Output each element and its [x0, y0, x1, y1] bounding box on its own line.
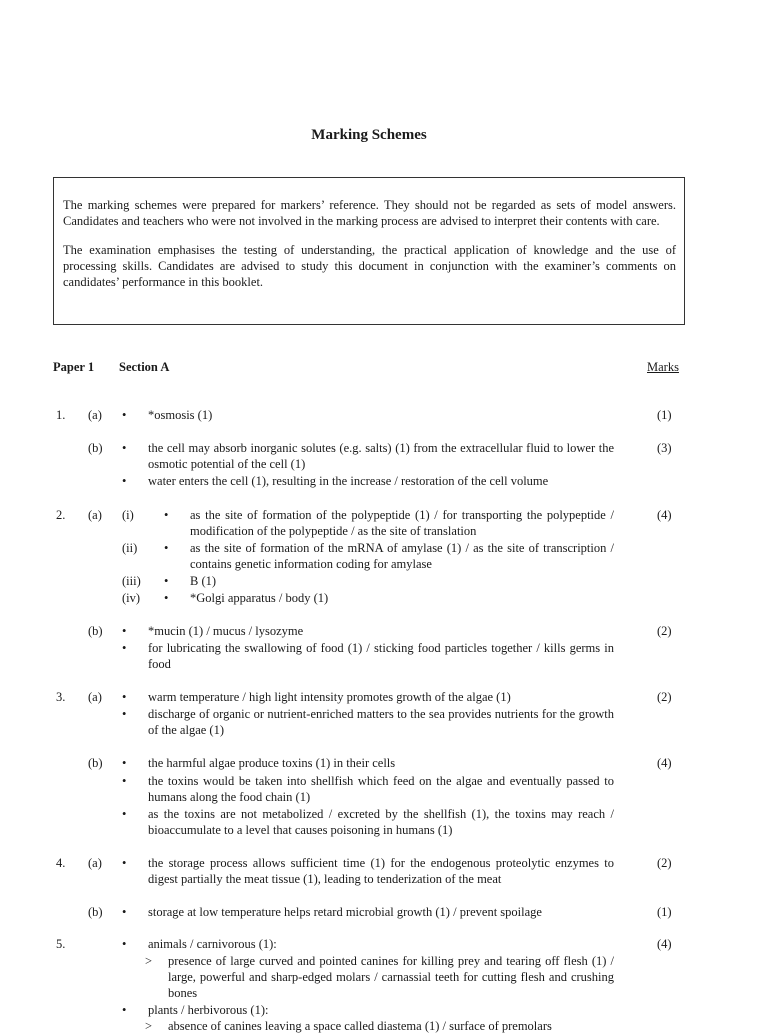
marks-value: (2) — [657, 690, 672, 704]
marks-header: Marks — [647, 360, 679, 374]
answer-text: as the toxins are not metabolized / excreted by the shellfish (1), the toxins may reach / bioaccumulate to a level that causes poisoning in humans (1) — [148, 807, 614, 837]
answer-text: plants / herbivorous (1): — [148, 1003, 269, 1017]
subpart-label: (i) — [122, 508, 134, 522]
answer-text: discharge of organic or nutrient-enriched matters to the sea provides nutrients for the growth of the algae (1) — [148, 707, 614, 737]
part-label: (b) — [88, 756, 103, 770]
marks-value: (4) — [657, 756, 672, 770]
bullet — [122, 904, 126, 920]
sub-marker: > — [145, 954, 153, 968]
bullet — [122, 806, 126, 822]
page-title: Marking Schemes — [311, 127, 427, 143]
part-label: (a) — [88, 690, 102, 704]
question-number: 5. — [56, 937, 66, 951]
bullet — [122, 755, 126, 771]
answer-text: animals / carnivorous (1): — [148, 937, 277, 951]
bullet — [164, 540, 168, 556]
answer-text: warm temperature / high light intensity promotes growth of the algae (1) — [148, 690, 511, 704]
intro-paragraph-1: The marking schemes were prepared for markers’ reference. They should not be regarded as sets of model answers. Candidates and teachers who were not involved in the marking process are advised to interpret their contents with care. — [63, 198, 676, 228]
marks-value: (4) — [657, 937, 672, 951]
bullet — [122, 773, 126, 789]
answer-text: *mucin (1) / mucus / lysozyme — [148, 624, 304, 638]
sub-marker: > — [145, 1019, 153, 1033]
answer-text: as the site of formation of the polypeptide (1) / for transporting the polypeptide / modification of the polypeptide / as the site of translation — [190, 508, 614, 538]
part-label: (a) — [88, 856, 102, 870]
bullet — [122, 623, 126, 639]
paper-label: Paper 1 — [53, 360, 95, 374]
answer-text: storage at low temperature helps retard microbial growth (1) / prevent spoilage — [148, 905, 542, 919]
bullet — [122, 640, 126, 656]
part-label: (a) — [88, 508, 102, 522]
part-label: (a) — [88, 408, 102, 422]
intro-paragraph-2: The examination emphasises the testing of understanding, the practical application of knowledge and the use of processing skills. Candidates are advised to study this document in conjunction with the examiner’s comments on candidates’ performance in this booklet. — [63, 243, 676, 289]
marks-value: (2) — [657, 856, 672, 870]
question-number: 2. — [56, 508, 66, 522]
answer-text: absence of canines leaving a space called diastema (1) / surface of premolars — [168, 1019, 552, 1033]
subpart-label: (iv) — [122, 591, 141, 605]
part-label: (b) — [88, 624, 103, 638]
answer-text: the cell may absorb inorganic solutes (e.g. salts) (1) from the extracellular fluid to lower the osmotic potential of the cell (1) — [148, 441, 614, 471]
bullet — [164, 590, 168, 606]
answer-text: the storage process allows sufficient time (1) for the endogenous proteolytic enzymes to digest partially the meat tissue (1), leading to tenderization of the meat — [148, 856, 614, 886]
bullet — [122, 689, 126, 705]
bullet — [122, 440, 126, 456]
subpart-label: (ii) — [122, 541, 138, 555]
bullet — [122, 855, 126, 871]
question-number: 4. — [56, 856, 66, 870]
intro-box — [53, 177, 685, 325]
bullet — [122, 706, 126, 722]
part-label: (b) — [88, 441, 103, 455]
marks-value: (4) — [657, 508, 672, 522]
bullet — [122, 473, 126, 489]
marks-value: (1) — [657, 408, 672, 422]
bullet — [164, 573, 168, 589]
bullet — [122, 1002, 126, 1018]
answer-text: for lubricating the swallowing of food (1) / sticking food particles together / kills germs in food — [148, 641, 614, 671]
answer-text: B (1) — [190, 574, 217, 588]
section-label: Section A — [119, 360, 170, 374]
answer-text: *osmosis (1) — [148, 408, 213, 422]
question-number: 3. — [56, 690, 66, 704]
answer-text: water enters the cell (1), resulting in the increase / restoration of the cell volume — [148, 474, 549, 488]
marks-value: (2) — [657, 624, 672, 638]
answer-text: *Golgi apparatus / body (1) — [190, 591, 329, 605]
marks-value: (1) — [657, 905, 672, 919]
answer-text: the harmful algae produce toxins (1) in their cells — [148, 756, 396, 770]
answer-text: as the site of formation of the mRNA of amylase (1) / as the site of transcription / contains genetic information coding for amylase — [190, 541, 614, 571]
bullet — [122, 936, 126, 952]
answer-text: presence of large curved and pointed canines for killing prey and tearing off flesh (1) / large, powerful and sharp-edged molars / carnassial teeth for cutting flesh and crushing bones — [168, 954, 614, 1000]
question-number: 1. — [56, 408, 66, 422]
subpart-label: (iii) — [122, 574, 141, 588]
bullet — [122, 407, 126, 423]
answer-text: the toxins would be taken into shellfish which feed on the algae and eventually passed to humans along the food chain (1) — [148, 774, 614, 804]
marks-value: (3) — [657, 441, 672, 455]
bullet — [164, 507, 168, 523]
part-label: (b) — [88, 905, 103, 919]
